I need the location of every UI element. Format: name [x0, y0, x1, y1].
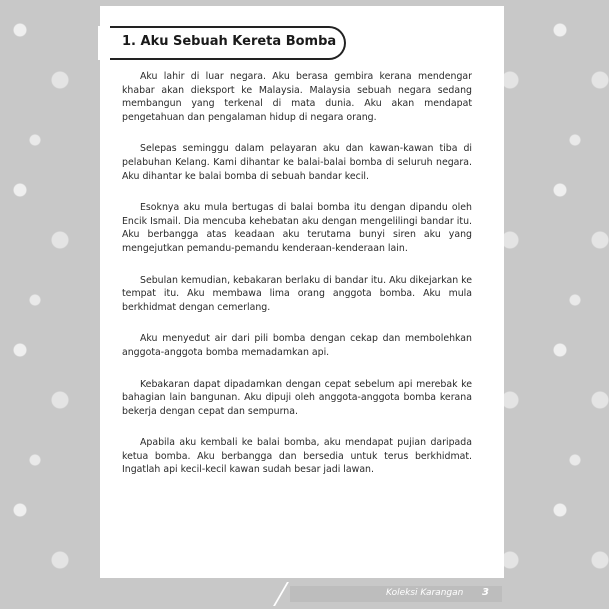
paragraph-3: Esoknya aku mula bertugas di balai bomba itu dengan dipandu oleh Encik Ismail. Dia mencuba kehebatan aku dengan mengelilingi bandar itu. Aku berbangga atas keadaan aku terutama bunyi siren aku yang mengejutkan pemandu-pemandu kenderaan-kenderaan lain. — [122, 202, 472, 254]
paragraph-6: Kebakaran dapat dipadamkan dengan cepat sebelum api merebak ke bahagian lain bangunan. Aku dipuji oleh anggota-anggota bomba kerana bekerja dengan cepat dan sempurna. — [122, 378, 472, 417]
paragraph-4: Sebulan kemudian, kebakaran berlaku di bandar itu. Aku dikejarkan ke tempat itu. Aku membawa lima orang anggota bomba. Aku mula berkhidmat dengan cemerlang. — [122, 274, 472, 313]
title-banner — [108, 26, 346, 60]
paragraph-7: Apabila aku kembali ke balai bomba, aku mendapat pujian daripada ketua bomba. Aku berbangga dan bersedia untuk terus berkhidmat. Ingatlah api kecil-kecil kawan sudah besar jadi lawan. — [122, 437, 472, 476]
paragraph-1: Aku lahir di luar negara. Aku berasa gembira kerana mendengar khabar akan dieksport ke Malaysia. Malaysia sebuah negara sedang membangun yang terkenal di mata dunia. Aku akan mendapat pengetahuan dan pengalaman hidup di negara orang. — [122, 71, 472, 123]
footer-book-title: Koleksi Karangan — [386, 588, 464, 598]
page-title: 1. Aku Sebuah Kereta Bomba — [122, 34, 337, 49]
essay-body — [122, 70, 472, 495]
paragraph-5: Aku menyedut air dari pili bomba dengan cekap dan membolehkan anggota-anggota bomba memadamkan api. — [122, 333, 472, 358]
page-number: 3 — [482, 587, 489, 598]
paragraph-2: Selepas seminggu dalam pelayaran aku dan kawan-kawan tiba di pelabuhan Kelang. Kami dihantar ke balai-balai bomba di seluruh negara. Aku dihantar ke balai bomba di sebuah bandar kecil. — [122, 143, 472, 182]
